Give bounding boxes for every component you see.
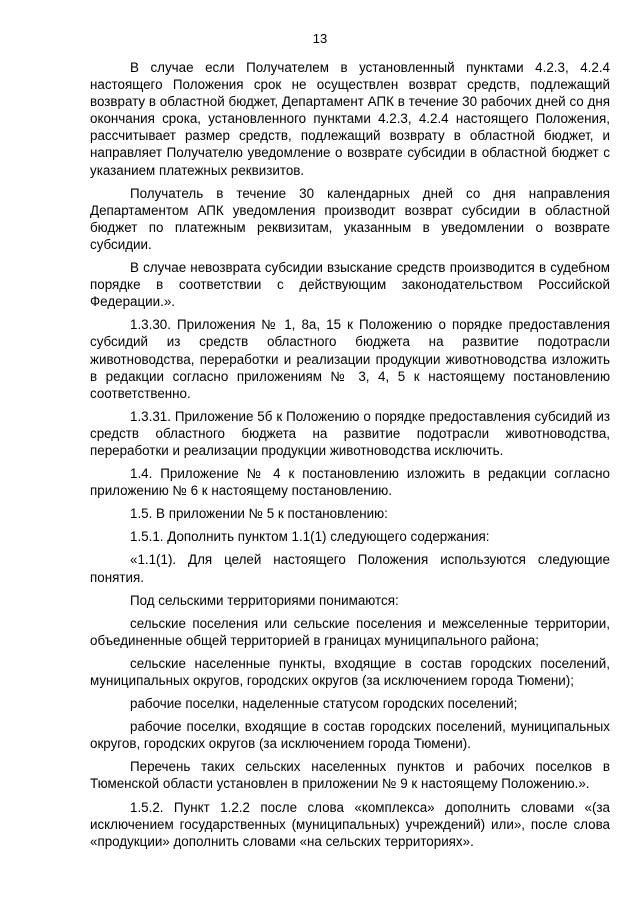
document-body [90, 59, 610, 856]
paragraph-court-recovery: В случае невозврата субсидии взыскание средств производится в судебном порядке в соответствии с действующим законодательством Российской Федерации.». [90, 260, 610, 310]
paragraph-rural-settlements: сельские поселения или сельские поселения и межселенные территории, объединенные общей территорией в границах муниципального района; [90, 615, 610, 648]
paragraph-rural-localities: сельские населенные пункты, входящие в состав городских поселений, муниципальных округов, городских округов (за исключением города Тюмени); [90, 655, 610, 688]
paragraph-return-notice: В случае если Получателем в установленный пунктами 4.2.3, 4.2.4 настоящего Положения срок не осуществлен возврат средств, подлежащий возврату в областной бюджет, Департамент АПК в течение 30 рабочих дней со дня окончания срока, установленного пунктами 4.2.3, 4.2.4 настоящего Положения, рассчитывает размер средств, подлежащий возврату в областной бюджет, и направляет Получателю уведомление о возврате субсидии в областной бюджет с указанием платежных реквизитов. [90, 60, 610, 178]
paragraph-list-appendix-9: Перечень таких сельских населенных пунктов и рабочих поселков в Тюменской области установлен в приложении № 9 к настоящему Положению.». [90, 759, 610, 792]
paragraph-1-4: 1.4. Приложение № 4 к постановлению изложить в редакции согласно приложению № 6 к настоящему постановлению. [90, 466, 610, 499]
paragraph-1-5: 1.5. В приложении № 5 к постановлению: [130, 506, 388, 522]
paragraph-working-settlements-status: рабочие поселки, наделенные статусом городских поселений; [130, 696, 518, 712]
paragraph-working-settlements: рабочие поселки, входящие в состав городских поселений, муниципальных округов, городских округов (за исключением города Тюмени). [90, 719, 610, 752]
paragraph-1-3-31: 1.3.31. Приложение 5б к Положению о порядке предоставления субсидий из средств областного бюджета на развитие подотрасли животноводства, переработки и реализации продукции животноводства исключить. [90, 408, 610, 458]
paragraph-1-5-1: 1.5.1. Дополнить пунктом 1.1(1) следующего содержания: [130, 529, 490, 545]
paragraph-rural-territories: Под сельскими территориями понимаются: [130, 592, 399, 608]
paragraph-definitions: «1.1(1). Для целей настоящего Положения используются следующие понятия. [90, 552, 610, 585]
paragraph-1-3-30: 1.3.30. Приложения № 1, 8а, 15 к Положению о порядке предоставления субсидий из средств областного бюджета на развитие подотрасли животноводства, переработки и реализации продукции животноводства изложить в редакции согласно приложениям № 3, 4, 5 к настоящему постановлению соответственно. [90, 317, 610, 401]
page-number: 13 [312, 31, 328, 46]
paragraph-recipient-return: Получатель в течение 30 календарных дней со дня направления Департаментом АПК уведомления производит возврат субсидии в областной бюджет по платежным реквизитам, указанным в уведомлении о возврате субсидии. [90, 185, 610, 252]
paragraph-1-5-2: 1.5.2. Пункт 1.2.2 после слова «комплекса» дополнить словами «(за исключением государственных (муниципальных) учреждений) или», после слова «продукции» дополнить словами «на сельских территориях». [90, 799, 610, 849]
